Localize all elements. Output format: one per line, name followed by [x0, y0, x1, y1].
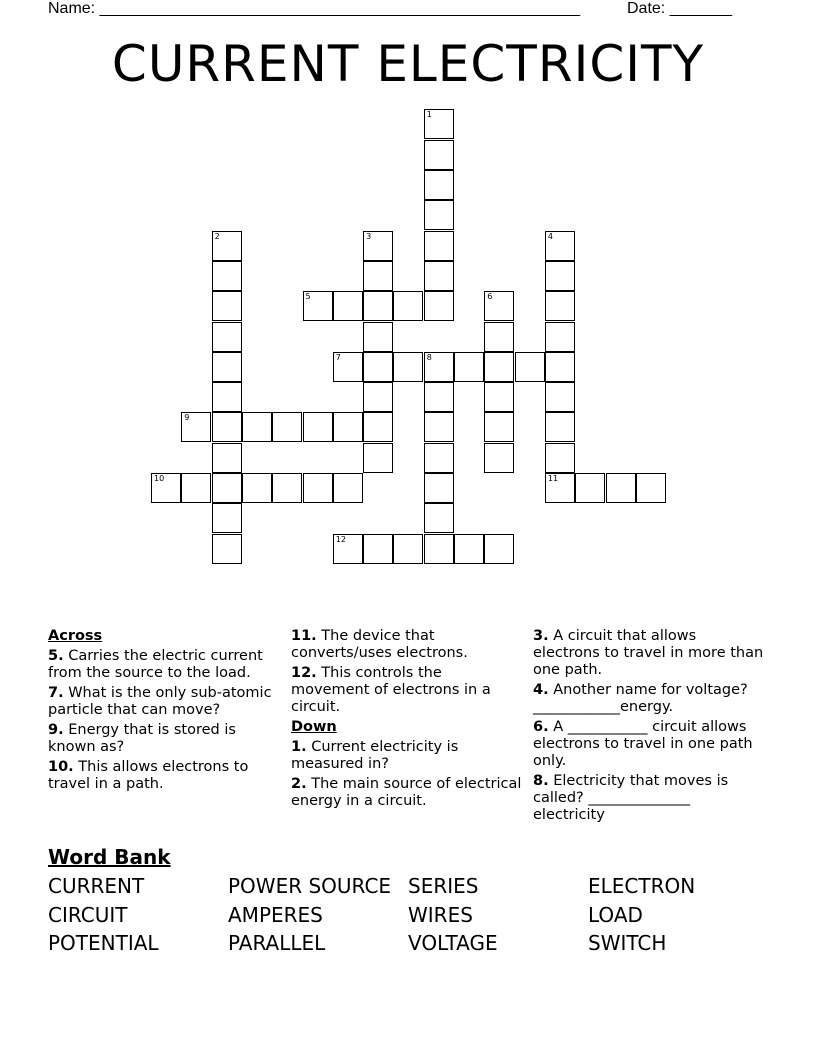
crossword-cell[interactable]: [484, 322, 514, 352]
word-bank-item: CURRENT: [48, 874, 145, 898]
crossword-cell[interactable]: [212, 382, 242, 412]
crossword-cell[interactable]: [424, 231, 454, 261]
crossword-cell[interactable]: [636, 473, 666, 503]
clues-column-3: [533, 628, 765, 827]
clue-number: 5.: [48, 648, 64, 664]
clue-across-9: [48, 722, 280, 756]
crossword-cell[interactable]: [151, 473, 181, 503]
crossword-cell[interactable]: [424, 534, 454, 564]
clue-text: Electricity that moves is called? ______________ electricity: [533, 773, 729, 823]
clue-number: 9.: [48, 722, 64, 738]
clues-column-1: [48, 628, 280, 796]
crossword-cell[interactable]: [363, 534, 393, 564]
word-bank-item: ELECTRON: [588, 874, 696, 898]
crossword-cell[interactable]: [303, 412, 333, 442]
crossword-cell[interactable]: [242, 473, 272, 503]
word-bank-item: VOLTAGE: [408, 931, 498, 955]
crossword-cell[interactable]: [484, 412, 514, 442]
crossword-cell[interactable]: [333, 412, 363, 442]
crossword-cell[interactable]: [424, 109, 454, 139]
crossword-cell[interactable]: [181, 473, 211, 503]
crossword-cell[interactable]: [545, 261, 575, 291]
clue-down-8: [533, 773, 765, 824]
crossword-cell[interactable]: [212, 352, 242, 382]
crossword-cell[interactable]: [363, 291, 393, 321]
clue-number-label: 5: [305, 292, 311, 302]
crossword-cell[interactable]: [212, 261, 242, 291]
crossword-cell[interactable]: [484, 534, 514, 564]
clue-text: This allows electrons to travel in a path.: [48, 759, 249, 792]
crossword-cell[interactable]: [545, 412, 575, 442]
crossword-cell[interactable]: [545, 443, 575, 473]
crossword-cell[interactable]: [272, 473, 302, 503]
clue-text: A ___________ circuit allows electrons to travel in one path only.: [533, 719, 753, 769]
crossword-cell[interactable]: [454, 352, 484, 382]
clue-number: 11.: [291, 628, 317, 644]
crossword-cell[interactable]: [424, 473, 454, 503]
crossword-cell[interactable]: [484, 443, 514, 473]
crossword-cell[interactable]: [333, 352, 363, 382]
down-heading: Down: [291, 719, 337, 735]
crossword-cell[interactable]: [272, 412, 302, 442]
clue-number-label: 11: [547, 474, 559, 483]
crossword-cell[interactable]: [363, 261, 393, 291]
date-field-label: Date: _______: [627, 0, 732, 17]
clue-down-4: [533, 682, 765, 716]
crossword-cell[interactable]: [181, 412, 211, 442]
crossword-cell[interactable]: [424, 170, 454, 200]
clue-number-label: 12: [335, 534, 346, 544]
clue-across-10: [48, 759, 280, 793]
word-bank-title: Word Bank: [48, 845, 171, 869]
clue-number-label: 4: [547, 231, 553, 241]
crossword-cell[interactable]: [212, 291, 242, 321]
crossword-cell[interactable]: [424, 140, 454, 170]
clue-number-label: 6: [487, 292, 493, 302]
clue-across-7: [48, 685, 280, 719]
clue-down-6: [533, 719, 765, 770]
clue-number: 7.: [48, 685, 64, 701]
name-field-label: Name: ______________________________________________________: [48, 0, 581, 17]
crossword-cell[interactable]: [424, 352, 454, 382]
clue-text: What is the only sub-atomic particle that can move?: [48, 685, 272, 718]
clue-number-label: 9: [184, 413, 190, 423]
word-bank-item: SERIES: [408, 874, 479, 898]
clue-down-3: [533, 628, 765, 679]
crossword-cell[interactable]: [363, 352, 393, 382]
clue-across-5: [48, 648, 280, 682]
clue-number: 2.: [291, 776, 307, 792]
crossword-cell[interactable]: [515, 352, 545, 382]
clue-text: Carries the electric current from the source to the load.: [48, 648, 263, 681]
page-title: CURRENT ELECTRICITY: [111, 35, 705, 93]
crossword-cell[interactable]: [424, 412, 454, 442]
clue-text: The device that converts/uses electrons.: [291, 628, 468, 661]
crossword-cell[interactable]: [393, 352, 423, 382]
crossword-cell[interactable]: [303, 473, 333, 503]
crossword-cell[interactable]: [393, 291, 423, 321]
word-bank-item: PARALLEL: [228, 931, 326, 955]
crossword-cell[interactable]: [545, 291, 575, 321]
word-bank-item: SWITCH: [588, 931, 667, 955]
crossword-cell[interactable]: [424, 291, 454, 321]
clue-number-label: 7: [335, 352, 341, 362]
clue-text: The main source of electrical energy in a circuit.: [291, 776, 522, 809]
clue-number: 8.: [533, 773, 549, 789]
word-bank-item: AMPERES: [228, 903, 323, 927]
crossword-cell[interactable]: [333, 291, 363, 321]
crossword-cell[interactable]: [545, 382, 575, 412]
crossword-cell[interactable]: [545, 473, 575, 503]
crossword-cell[interactable]: [363, 412, 393, 442]
clue-number-label: 1: [426, 110, 432, 120]
word-bank-item: POTENTIAL: [48, 931, 159, 955]
word-bank-item: WIRES: [408, 903, 473, 927]
crossword-cell[interactable]: [545, 352, 575, 382]
crossword-cell[interactable]: [212, 534, 242, 564]
crossword-cell[interactable]: [212, 473, 242, 503]
crossword-cell[interactable]: [484, 291, 514, 321]
clue-across-12: [291, 665, 523, 716]
clue-text: Current electricity is measured in?: [291, 739, 459, 772]
crossword-cell[interactable]: [212, 322, 242, 352]
clue-number: 10.: [48, 759, 74, 775]
clue-number: 4.: [533, 682, 549, 698]
crossword-cell[interactable]: [363, 443, 393, 473]
clue-number: 6.: [533, 719, 549, 735]
clue-number-label: 8: [426, 352, 432, 362]
word-bank-item: CIRCUIT: [48, 903, 128, 927]
crossword-cell[interactable]: [424, 443, 454, 473]
crossword-cell[interactable]: [606, 473, 636, 503]
crossword-cell[interactable]: [303, 291, 333, 321]
crossword-cell[interactable]: [424, 503, 454, 533]
crossword-cell[interactable]: [212, 503, 242, 533]
clue-number-label: 2: [214, 231, 220, 241]
clue-text: This controls the movement of electrons in a circuit.: [291, 665, 491, 715]
crossword-cell[interactable]: [424, 200, 454, 230]
crossword-cell[interactable]: [424, 382, 454, 412]
clue-number-label: 10: [154, 474, 165, 483]
clue-number: 12.: [291, 665, 317, 681]
crossword-cell[interactable]: [212, 443, 242, 473]
crossword-cell[interactable]: [242, 412, 272, 442]
crossword-cell[interactable]: [363, 382, 393, 412]
crossword-cell[interactable]: [363, 231, 393, 261]
crossword-cell[interactable]: [393, 534, 423, 564]
crossword-cell[interactable]: [333, 534, 363, 564]
clue-text: Another name for voltage? ____________energy.: [533, 682, 748, 715]
crossword-cell[interactable]: [424, 261, 454, 291]
clue-text: Energy that is stored is known as?: [48, 722, 236, 755]
crossword-cell[interactable]: [484, 382, 514, 412]
crossword-cell[interactable]: [575, 473, 605, 503]
clue-down-2: [291, 776, 523, 810]
clue-across-11: [291, 628, 523, 662]
crossword-cell[interactable]: [212, 231, 242, 261]
clue-text: A circuit that allows electrons to travel in more than one path.: [533, 628, 764, 678]
word-bank-item: POWER SOURCE: [228, 874, 392, 898]
crossword-cell[interactable]: [333, 473, 363, 503]
crossword-cell[interactable]: [454, 534, 484, 564]
clue-number: 3.: [533, 628, 549, 644]
crossword-cell[interactable]: [545, 231, 575, 261]
crossword-cell[interactable]: [212, 412, 242, 442]
clue-number-label: 3: [366, 231, 372, 241]
clue-number: 1.: [291, 739, 307, 755]
clues-column-2: [291, 628, 523, 813]
crossword-cell[interactable]: [545, 322, 575, 352]
word-bank-item: LOAD: [588, 903, 643, 927]
across-heading: Across: [48, 628, 103, 644]
crossword-cell[interactable]: [484, 352, 514, 382]
clue-down-1: [291, 739, 523, 773]
crossword-cell[interactable]: [363, 322, 393, 352]
